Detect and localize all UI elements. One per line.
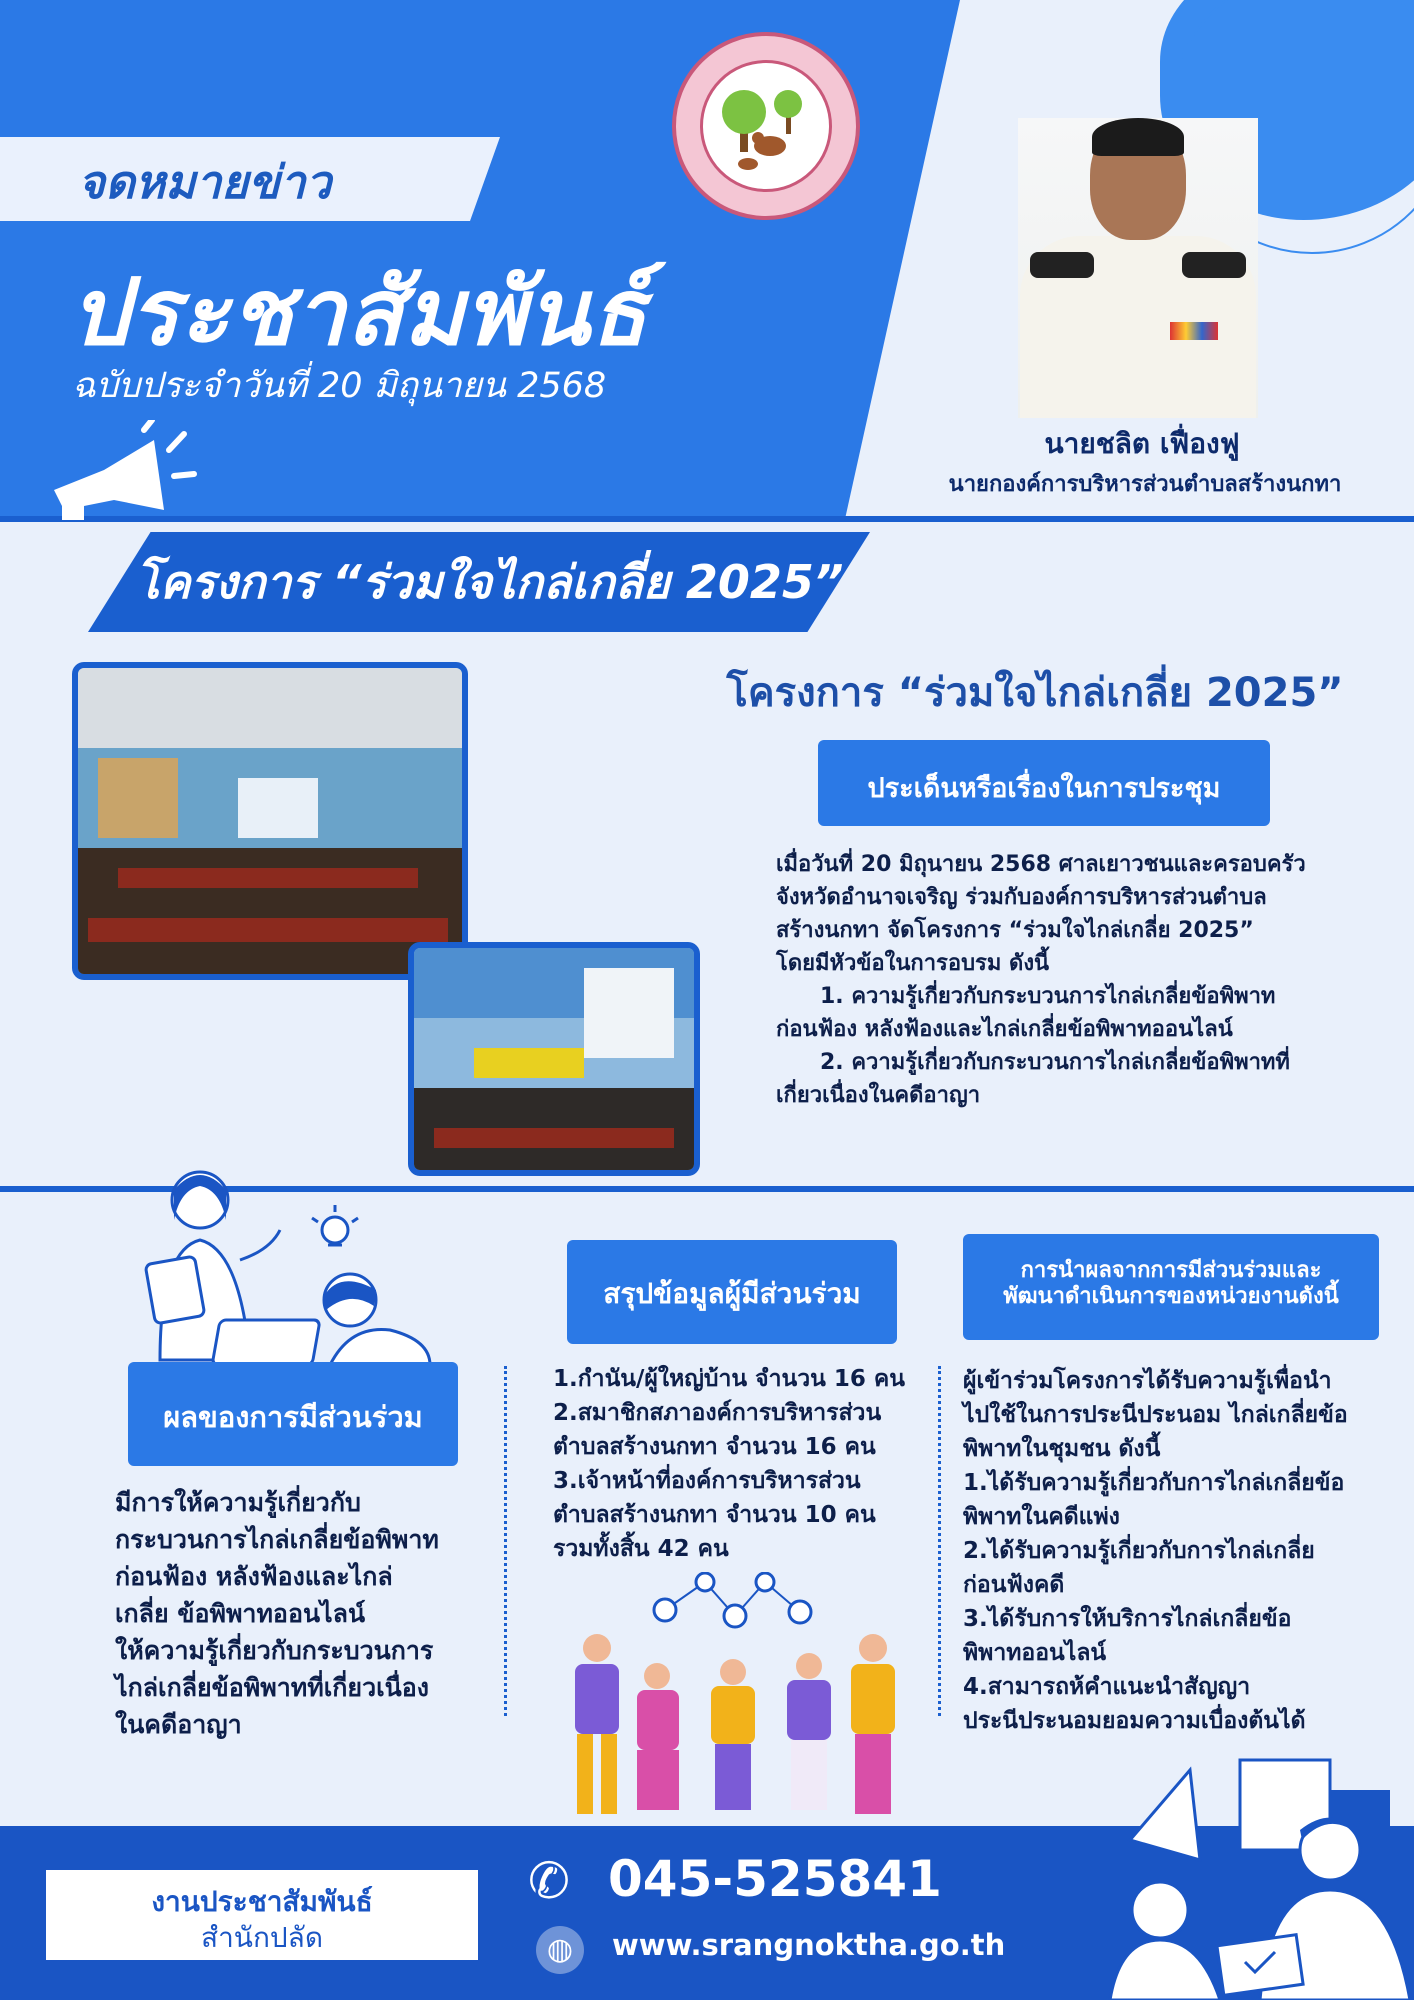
header-divider	[0, 516, 1414, 522]
seal-emblem-icon	[712, 72, 820, 180]
project-line: สร้างนกทา จัดโครงการ “ร่วมใจไกล่เกลี่ย 2025”	[776, 918, 1254, 943]
department-name: งานประชาสัมพันธ์	[151, 1885, 373, 1918]
results-text	[115, 1484, 495, 1743]
outcomes-label-line: พัฒนาดำเนินการของหน่วยงานดังนี้	[1003, 1284, 1339, 1309]
project-line: โดยมีหัวข้อในการอบรม ดังนี้	[776, 951, 1050, 976]
official-name: นายชลิต เฟื่องฟู	[1044, 427, 1240, 460]
results-line: ก่อนฟ้อง หลังฟ้องและไกล่	[115, 1562, 393, 1591]
network-icon	[650, 1572, 820, 1632]
business-people-illustration	[1090, 1740, 1414, 2000]
outcomes-line: 3.ได้รับการให้บริการไกล่เกลี่ยข้อ	[963, 1606, 1292, 1632]
phone-icon: ✆	[528, 1852, 570, 1910]
participants-text	[553, 1362, 923, 1566]
outcomes-line: 4.สามารถห้คำแนะนำสัญญา	[963, 1674, 1251, 1700]
project-description	[776, 848, 1376, 1112]
project-banner-text: โครงการ “ร่วมใจไกล่เกลี่ย 2025”	[135, 555, 844, 609]
outcomes-line: ไปใช้ในการประนีประนอม ไกล่เกลี่ยข้อ	[963, 1402, 1348, 1428]
topic-label: ประเด็นหรือเรื่องในการประชุม	[818, 740, 1270, 826]
outcomes-line: ประนีประนอมยอมความเบื่องต้นได้	[963, 1708, 1306, 1734]
outcomes-line: 2.ได้รับความรู้เกี่ยวกับการไกล่เกลี่ย	[963, 1538, 1315, 1564]
epaulet-right	[1182, 252, 1246, 278]
official-hair	[1092, 118, 1184, 156]
results-label: ผลของการมีส่วนร่วม	[128, 1362, 458, 1466]
project-line: เกี่ยวเนื่องในคดีอาญา	[776, 1083, 981, 1108]
participants-line: 3.เจ้าหน้าที่องค์การบริหารส่วน	[553, 1468, 861, 1494]
women-laptop-illustration	[130, 1150, 460, 1365]
megaphone-icon	[44, 420, 204, 520]
page-title: ประชาสัมพันธ์	[70, 259, 648, 366]
office-name: สำนักปลัด	[200, 1921, 324, 1954]
phone-number[interactable]: 045-525841	[608, 1850, 942, 1908]
meeting-people-illustration	[545, 1626, 925, 1821]
project-line: ก่อนฟ้อง หลังฟ้องและไกล่เกลี่ยข้อพิพาทออนไลน์	[776, 1017, 1233, 1042]
participants-line: ตำบลสร้างนกทา จำนวน 16 คน	[553, 1434, 876, 1460]
results-line: กระบวนการไกล่เกลี่ยข้อพิพาท	[115, 1525, 439, 1554]
results-line: ไกล่เกลี่ยข้อพิพาทที่เกี่ยวเนื่อง	[115, 1673, 429, 1702]
column-divider-2	[938, 1366, 941, 1716]
medal-ribbon	[1170, 322, 1218, 340]
event-photo-1	[72, 662, 468, 980]
project-line: 1. ความรู้เกี่ยวกับกระบวนการไกล่เกลี่ยข้อพิพาท	[820, 984, 1276, 1009]
participants-line: 2.สมาชิกสภาองค์การบริหารส่วน	[553, 1400, 882, 1426]
participants-line: 1.กำนัน/ผู้ใหญ่บ้าน จำนวน 16 คน	[553, 1366, 906, 1392]
outcomes-label-line: การนำผลจากการมีส่วนร่วมและ	[1020, 1258, 1322, 1283]
issue-date: ฉบับประจำวันที่ 20 มิถุนายน 2568	[72, 366, 607, 406]
outcomes-line: พิพาทในชุมชน ดังนี้	[963, 1436, 1161, 1462]
globe-icon: ◍	[536, 1926, 584, 1974]
results-line: ให้ความรู้เกี่ยวกับกระบวนการ	[115, 1636, 434, 1665]
outcomes-text	[963, 1364, 1363, 1738]
results-line: มีการให้ความรู้เกี่ยวกับ	[115, 1488, 361, 1517]
epaulet-left	[1030, 252, 1094, 278]
results-line: เกลี่ย ข้อพิพาทออนไลน์	[115, 1599, 366, 1628]
outcomes-label	[963, 1234, 1379, 1340]
outcomes-line: ก่อนฟ้งคดี	[963, 1572, 1065, 1598]
column-divider-1	[504, 1366, 507, 1716]
participants-line: รวมทั้งสิ้น 42 คน	[553, 1536, 729, 1562]
results-line: ในคดีอาญา	[115, 1710, 242, 1739]
participants-label: สรุปข้อมูลผู้มีส่วนร่วม	[567, 1240, 897, 1344]
project-line: 2. ความรู้เกี่ยวกับกระบวนการไกล่เกลี่ยข้อพิพาทที่	[820, 1050, 1290, 1075]
project-line: เมื่อวันที่ 20 มิถุนายน 2568 ศาลเยาวชนและครอบครัว	[776, 852, 1306, 877]
outcomes-line: พิพาทออนไลน์	[963, 1640, 1107, 1666]
outcomes-line: ผู้เข้าร่วมโครงการได้รับความรู้เพื่อนำ	[963, 1368, 1332, 1394]
project-heading: โครงการ “ร่วมใจไกล่เกลี่ย 2025”	[726, 670, 1344, 716]
event-photo-2	[408, 942, 700, 1176]
outcomes-line: 1.ได้รับความรู้เกี่ยวกับการไกล่เกลี่ยข้อ	[963, 1470, 1345, 1496]
newsletter-label: จดหมายข่าว	[78, 155, 332, 209]
official-title: นายกองค์การบริหารส่วนตำบลสร้างนกทา	[948, 472, 1342, 497]
project-line: จังหวัดอำนาจเจริญ ร่วมกับองค์การบริหารส่วนตำบล	[776, 885, 1267, 910]
outcomes-line: พิพาทในคดีแพ่ง	[963, 1504, 1120, 1530]
participants-line: ตำบลสร้างนกทา จำนวน 10 คน	[553, 1502, 876, 1528]
website-link[interactable]: www.srangnoktha.go.th	[612, 1928, 1006, 1962]
